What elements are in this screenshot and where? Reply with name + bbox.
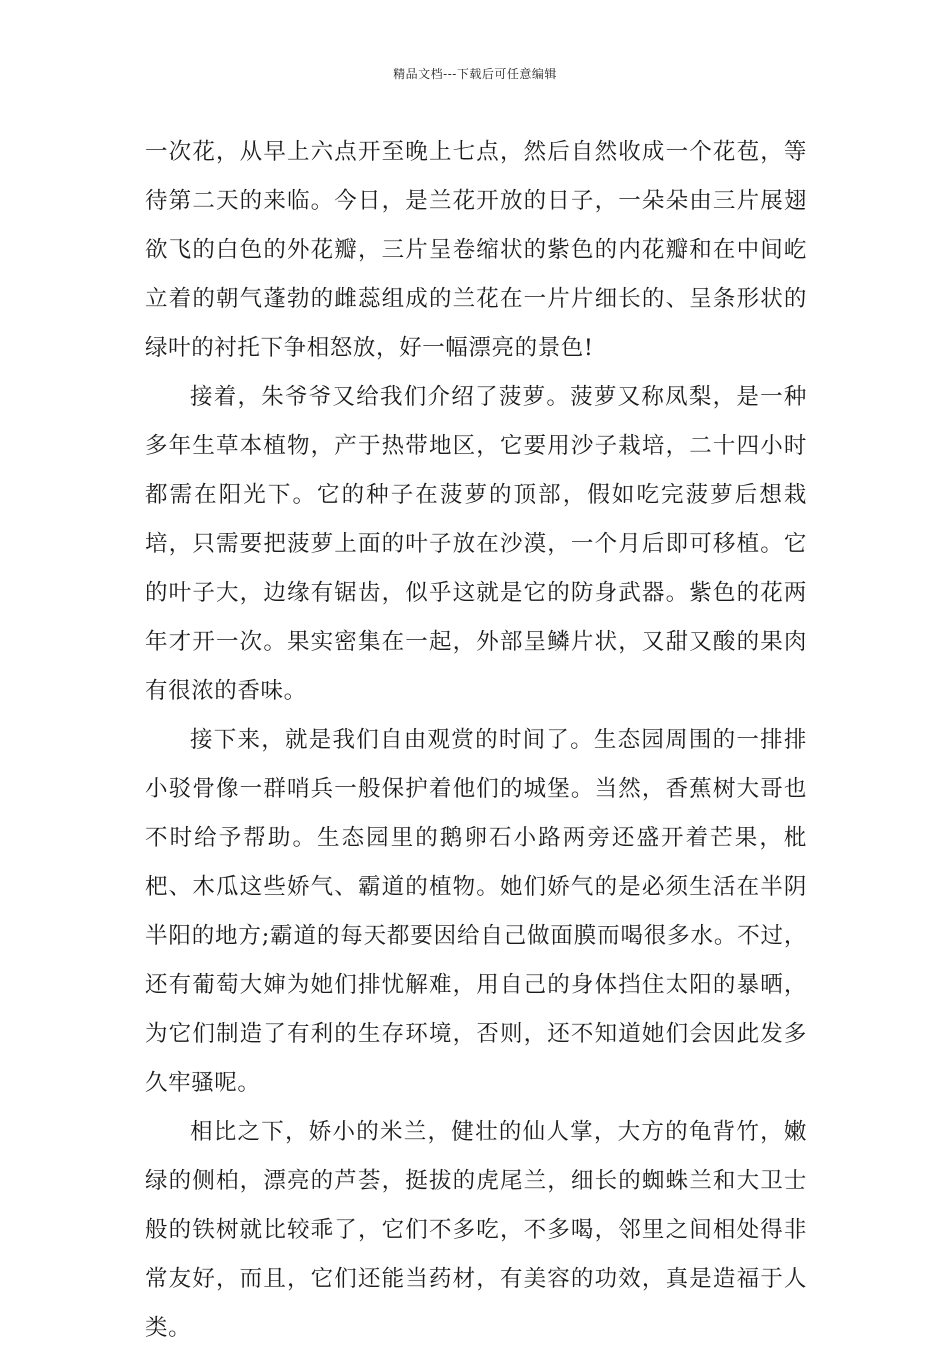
paragraph-2: 接着，朱爷爷又给我们介绍了菠萝。菠萝又称凤梨，是一种多年生草本植物，产于热带地区，它要用沙子栽培，二十四小时都需在阳光下。它的种子在菠萝的顶部，假如吃完菠萝后想栽培，只需要把菠萝上面的叶子放在沙漠，一个月后即可移植。它的叶子大，边缘有锯齿，似乎这就是它的防身武器。紫色的花两年才开一次。果实密集在一起，外部呈鳞片状，又甜又酸的果肉有很浓的香味。 xyxy=(145,384,807,704)
page-header: 精品文档---下载后可任意编辑 xyxy=(393,67,557,81)
paragraph-1: 一次花，从早上六点开至晚上七点，然后自然收成一个花苞，等待第二天的来临。今日，是兰花开放的日子，一朵朵由三片展翅欲飞的白色的外花瓣，三片呈卷缩状的紫色的内花瓣和在中间屹立着的朝气蓬勃的雌蕊组成的兰花在一片片细长的、呈条形状的绿叶的衬托下争相怒放，好一幅漂亮的景色! xyxy=(145,139,807,361)
document-body xyxy=(145,128,807,1353)
paragraph-3: 接下来，就是我们自由观赏的时间了。生态园周围的一排排小驳骨像一群哨兵一般保护着他们的城堡。当然，香蕉树大哥也不时给予帮助。生态园里的鹅卵石小路两旁还盛开着芒果，枇杷、木瓜这些娇气、霸道的植物。她们娇气的是必须生活在半阴半阳的地方;霸道的每天都要因给自己做面膜而喝很多水。不过，还有葡萄大婶为她们排忧解难，用自己的身体挡住太阳的暴晒，为它们制造了有利的生存环境，否则，还不知道她们会因此发多久牢骚呢。 xyxy=(145,727,807,1096)
paragraph-4: 相比之下，娇小的米兰，健壮的仙人掌，大方的龟背竹，嫩绿的侧柏，漂亮的芦荟，挺拔的虎尾兰，细长的蜘蛛兰和大卫士般的铁树就比较乖了，它们不多吃，不多喝，邻里之间相处得非常友好，而且，它们还能当药材，有美容的功效，真是造福于人类。 xyxy=(145,1119,807,1341)
